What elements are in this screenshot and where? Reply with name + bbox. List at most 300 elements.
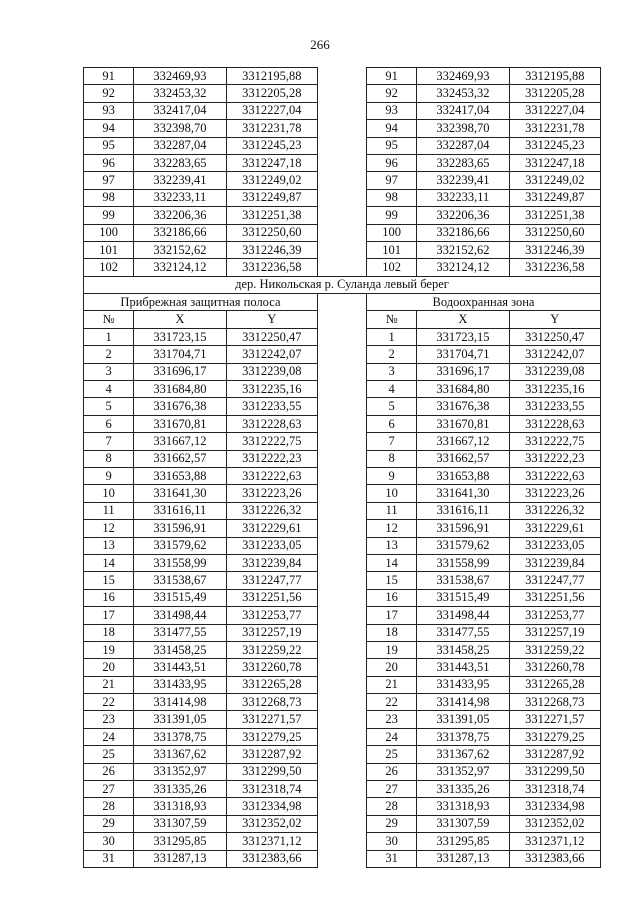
point-number-cell: 28 [367, 798, 417, 815]
column-gap [317, 381, 366, 398]
point-number-cell: 100 [84, 224, 134, 241]
table-row [84, 728, 601, 745]
x-coordinate-cell: 331653,88 [417, 467, 509, 484]
column-gap [317, 676, 366, 693]
point-number-cell: 31 [367, 850, 417, 867]
column-gap [317, 328, 366, 345]
x-coordinate-cell: 332152,62 [134, 241, 226, 258]
x-coordinate-cell: 332398,70 [417, 120, 509, 137]
y-coordinate-cell: 3312268,73 [509, 694, 600, 711]
column-gap [317, 102, 366, 119]
table-row [84, 607, 601, 624]
point-number-cell: 20 [367, 659, 417, 676]
x-coordinate-cell: 331352,97 [417, 763, 509, 780]
table-row [84, 363, 601, 380]
point-number-cell: 92 [367, 85, 417, 102]
y-coordinate-cell: 3312250,60 [509, 224, 600, 241]
column-gap [317, 433, 366, 450]
table-row [84, 102, 601, 119]
x-coordinate-cell: 331641,30 [417, 485, 509, 502]
number-header: № [84, 311, 134, 328]
x-coordinate-cell: 331307,59 [417, 815, 509, 832]
y-coordinate-cell: 3312334,98 [509, 798, 600, 815]
y-coordinate-cell: 3312227,04 [226, 102, 317, 119]
y-coordinate-cell: 3312279,25 [226, 728, 317, 745]
column-gap [317, 554, 366, 571]
table-row [84, 137, 601, 154]
point-number-cell: 17 [367, 607, 417, 624]
point-number-cell: 12 [367, 520, 417, 537]
section-title-row [84, 276, 601, 293]
column-gap [317, 641, 366, 658]
point-number-cell: 2 [84, 346, 134, 363]
table-row [84, 241, 601, 258]
x-header: X [417, 311, 509, 328]
x-coordinate-cell: 331477,55 [134, 624, 226, 641]
table-row [84, 68, 601, 85]
y-coordinate-cell: 3312236,58 [509, 259, 600, 276]
x-coordinate-cell: 331670,81 [134, 415, 226, 432]
y-coordinate-cell: 3312231,78 [226, 120, 317, 137]
y-coordinate-cell: 3312205,28 [509, 85, 600, 102]
x-coordinate-cell: 331391,05 [134, 711, 226, 728]
point-number-cell: 91 [367, 68, 417, 85]
y-coordinate-cell: 3312271,57 [509, 711, 600, 728]
x-coordinate-cell: 331498,44 [417, 607, 509, 624]
point-number-cell: 93 [84, 102, 134, 119]
point-number-cell: 98 [367, 189, 417, 206]
point-number-cell: 99 [367, 207, 417, 224]
y-coordinate-cell: 3312352,02 [226, 815, 317, 832]
column-gap [317, 746, 366, 763]
y-coordinate-cell: 3312222,75 [226, 433, 317, 450]
x-coordinate-cell: 331662,57 [417, 450, 509, 467]
point-number-cell: 5 [84, 398, 134, 415]
point-number-cell: 7 [84, 433, 134, 450]
x-coordinate-cell: 331391,05 [417, 711, 509, 728]
point-number-cell: 96 [84, 154, 134, 171]
y-coordinate-cell: 3312239,84 [226, 554, 317, 571]
column-gap [317, 659, 366, 676]
y-coordinate-cell: 3312371,12 [509, 833, 600, 850]
column-gap [317, 450, 366, 467]
y-coordinate-cell: 3312334,98 [226, 798, 317, 815]
x-coordinate-cell: 332206,36 [417, 207, 509, 224]
point-number-cell: 15 [84, 572, 134, 589]
column-gap [317, 711, 366, 728]
point-number-cell: 2 [367, 346, 417, 363]
column-gap [317, 346, 366, 363]
x-coordinate-cell: 331287,13 [417, 850, 509, 867]
x-coordinate-cell: 332186,66 [134, 224, 226, 241]
point-number-cell: 24 [84, 728, 134, 745]
point-number-cell: 14 [367, 554, 417, 571]
y-coordinate-cell: 3312228,63 [226, 415, 317, 432]
x-coordinate-cell: 332283,65 [417, 154, 509, 171]
y-coordinate-cell: 3312245,23 [226, 137, 317, 154]
table-row [84, 798, 601, 815]
column-gap [317, 207, 366, 224]
point-number-cell: 9 [367, 467, 417, 484]
y-coordinate-cell: 3312383,66 [226, 850, 317, 867]
y-coordinate-cell: 3312222,63 [509, 467, 600, 484]
point-number-cell: 1 [84, 328, 134, 345]
y-coordinate-cell: 3312268,73 [226, 694, 317, 711]
point-number-cell: 28 [84, 798, 134, 815]
y-coordinate-cell: 3312246,39 [509, 241, 600, 258]
x-coordinate-cell: 331653,88 [134, 467, 226, 484]
table-row [84, 641, 601, 658]
table-row [84, 172, 601, 189]
x-coordinate-cell: 332124,12 [134, 259, 226, 276]
point-number-cell: 10 [84, 485, 134, 502]
x-coordinate-cell: 331538,67 [134, 572, 226, 589]
column-gap [317, 68, 366, 85]
table-row [84, 554, 601, 571]
table-row [84, 207, 601, 224]
x-coordinate-cell: 332233,11 [417, 189, 509, 206]
point-number-cell: 94 [84, 120, 134, 137]
y-coordinate-cell: 3312247,18 [509, 154, 600, 171]
y-coordinate-cell: 3312235,16 [509, 381, 600, 398]
point-number-cell: 3 [367, 363, 417, 380]
x-coordinate-cell: 331414,98 [417, 694, 509, 711]
point-number-cell: 26 [84, 763, 134, 780]
point-number-cell: 23 [84, 711, 134, 728]
y-coordinate-cell: 3312249,02 [509, 172, 600, 189]
x-coordinate-cell: 332417,04 [417, 102, 509, 119]
x-coordinate-cell: 331676,38 [134, 398, 226, 415]
x-coordinate-cell: 331335,26 [134, 781, 226, 798]
table-row [84, 328, 601, 345]
x-coordinate-cell: 331458,25 [417, 641, 509, 658]
point-number-cell: 22 [367, 694, 417, 711]
table-row [84, 781, 601, 798]
table-row [84, 589, 601, 606]
point-number-cell: 26 [367, 763, 417, 780]
point-number-cell: 5 [367, 398, 417, 415]
table-row [84, 815, 601, 832]
y-coordinate-cell: 3312231,78 [509, 120, 600, 137]
x-coordinate-cell: 331667,12 [417, 433, 509, 450]
y-coordinate-cell: 3312229,61 [226, 520, 317, 537]
point-number-cell: 102 [367, 259, 417, 276]
point-number-cell: 7 [367, 433, 417, 450]
column-gap [317, 189, 366, 206]
column-gap [317, 172, 366, 189]
y-coordinate-cell: 3312246,39 [226, 241, 317, 258]
table-row [84, 763, 601, 780]
column-gap [317, 763, 366, 780]
y-coordinate-cell: 3312223,26 [226, 485, 317, 502]
x-coordinate-cell: 331616,11 [417, 502, 509, 519]
point-number-cell: 30 [84, 833, 134, 850]
table-row [84, 537, 601, 554]
table-row [84, 850, 601, 867]
y-coordinate-cell: 3312239,08 [226, 363, 317, 380]
table-row [84, 398, 601, 415]
x-coordinate-cell: 331579,62 [134, 537, 226, 554]
table-row [84, 224, 601, 241]
y-coordinate-cell: 3312249,87 [226, 189, 317, 206]
point-number-cell: 19 [84, 641, 134, 658]
point-number-cell: 95 [367, 137, 417, 154]
table-row [84, 189, 601, 206]
x-coordinate-cell: 331515,49 [134, 589, 226, 606]
point-number-cell: 21 [84, 676, 134, 693]
point-number-cell: 18 [367, 624, 417, 641]
x-coordinate-cell: 331367,62 [134, 746, 226, 763]
x-coordinate-cell: 332239,41 [417, 172, 509, 189]
y-coordinate-cell: 3312222,23 [226, 450, 317, 467]
x-coordinate-cell: 332206,36 [134, 207, 226, 224]
table-row [84, 572, 601, 589]
point-number-cell: 31 [84, 850, 134, 867]
x-coordinate-cell: 331723,15 [134, 328, 226, 345]
column-gap [317, 241, 366, 258]
point-number-cell: 101 [84, 241, 134, 258]
x-coordinate-cell: 331596,91 [417, 520, 509, 537]
y-coordinate-cell: 3312251,56 [226, 589, 317, 606]
x-coordinate-cell: 331667,12 [134, 433, 226, 450]
table-row [84, 746, 601, 763]
table-row [84, 624, 601, 641]
point-number-cell: 16 [367, 589, 417, 606]
x-coordinate-cell: 332283,65 [134, 154, 226, 171]
point-number-cell: 20 [84, 659, 134, 676]
y-coordinate-cell: 3312250,47 [509, 328, 600, 345]
column-gap [317, 294, 366, 311]
point-number-cell: 21 [367, 676, 417, 693]
point-number-cell: 16 [84, 589, 134, 606]
x-coordinate-cell: 331295,85 [417, 833, 509, 850]
y-coordinate-cell: 3312250,47 [226, 328, 317, 345]
x-coordinate-cell: 332239,41 [134, 172, 226, 189]
point-number-cell: 4 [84, 381, 134, 398]
table-row [84, 154, 601, 171]
point-number-cell: 13 [367, 537, 417, 554]
coordinates-table [83, 67, 601, 868]
y-coordinate-cell: 3312247,77 [509, 572, 600, 589]
point-number-cell: 100 [367, 224, 417, 241]
x-coordinate-cell: 331670,81 [417, 415, 509, 432]
column-gap [317, 850, 366, 867]
y-coordinate-cell: 3312271,57 [226, 711, 317, 728]
point-number-cell: 11 [367, 502, 417, 519]
x-coordinate-cell: 331676,38 [417, 398, 509, 415]
column-gap [317, 154, 366, 171]
table-row [84, 467, 601, 484]
table-row [84, 381, 601, 398]
column-gap [317, 259, 366, 276]
y-coordinate-cell: 3312318,74 [509, 781, 600, 798]
table-row [84, 502, 601, 519]
column-gap [317, 137, 366, 154]
x-coordinate-cell: 331641,30 [134, 485, 226, 502]
column-gap [317, 537, 366, 554]
y-coordinate-cell: 3312239,08 [509, 363, 600, 380]
x-coordinate-cell: 331287,13 [134, 850, 226, 867]
column-gap [317, 572, 366, 589]
y-coordinate-cell: 3312233,55 [509, 398, 600, 415]
x-coordinate-cell: 331433,95 [417, 676, 509, 693]
point-number-cell: 27 [367, 781, 417, 798]
column-gap [317, 798, 366, 815]
x-coordinate-cell: 332152,62 [417, 241, 509, 258]
y-coordinate-cell: 3312251,38 [226, 207, 317, 224]
point-number-cell: 1 [367, 328, 417, 345]
x-coordinate-cell: 332287,04 [417, 137, 509, 154]
x-coordinate-cell: 332417,04 [134, 102, 226, 119]
point-number-cell: 11 [84, 502, 134, 519]
y-coordinate-cell: 3312205,28 [226, 85, 317, 102]
y-coordinate-cell: 3312227,04 [509, 102, 600, 119]
column-gap [317, 694, 366, 711]
y-coordinate-cell: 3312287,92 [509, 746, 600, 763]
x-coordinate-cell: 331704,71 [417, 346, 509, 363]
y-header: Y [509, 311, 600, 328]
page-number: 266 [310, 37, 330, 52]
column-gap [317, 120, 366, 137]
point-number-cell: 92 [84, 85, 134, 102]
x-coordinate-cell: 331616,11 [134, 502, 226, 519]
point-number-cell: 19 [367, 641, 417, 658]
point-number-cell: 29 [367, 815, 417, 832]
x-coordinate-cell: 331684,80 [134, 381, 226, 398]
point-number-cell: 98 [84, 189, 134, 206]
point-number-cell: 15 [367, 572, 417, 589]
y-coordinate-cell: 3312251,56 [509, 589, 600, 606]
point-number-cell: 22 [84, 694, 134, 711]
x-coordinate-cell: 332287,04 [134, 137, 226, 154]
x-coordinate-cell: 331704,71 [134, 346, 226, 363]
point-number-cell: 12 [84, 520, 134, 537]
column-gap [317, 781, 366, 798]
y-header: Y [226, 311, 317, 328]
point-number-cell: 10 [367, 485, 417, 502]
point-number-cell: 8 [84, 450, 134, 467]
column-gap [317, 624, 366, 641]
x-coordinate-cell: 331477,55 [417, 624, 509, 641]
point-number-cell: 93 [367, 102, 417, 119]
table-row [84, 346, 601, 363]
header-row [84, 311, 601, 328]
x-coordinate-cell: 331596,91 [134, 520, 226, 537]
y-coordinate-cell: 3312249,87 [509, 189, 600, 206]
point-number-cell: 97 [84, 172, 134, 189]
x-coordinate-cell: 331558,99 [417, 554, 509, 571]
y-coordinate-cell: 3312233,05 [226, 537, 317, 554]
point-number-cell: 91 [84, 68, 134, 85]
y-coordinate-cell: 3312247,18 [226, 154, 317, 171]
x-coordinate-cell: 331558,99 [134, 554, 226, 571]
y-coordinate-cell: 3312260,78 [509, 659, 600, 676]
y-coordinate-cell: 3312226,32 [226, 502, 317, 519]
point-number-cell: 25 [84, 746, 134, 763]
column-gap [317, 833, 366, 850]
point-number-cell: 14 [84, 554, 134, 571]
point-number-cell: 6 [367, 415, 417, 432]
column-gap [317, 815, 366, 832]
x-coordinate-cell: 331307,59 [134, 815, 226, 832]
point-number-cell: 101 [367, 241, 417, 258]
y-coordinate-cell: 3312259,22 [226, 641, 317, 658]
y-coordinate-cell: 3312235,16 [226, 381, 317, 398]
point-number-cell: 97 [367, 172, 417, 189]
x-coordinate-cell: 331318,93 [134, 798, 226, 815]
y-coordinate-cell: 3312245,23 [509, 137, 600, 154]
x-coordinate-cell: 331515,49 [417, 589, 509, 606]
y-coordinate-cell: 3312239,84 [509, 554, 600, 571]
table-row [84, 520, 601, 537]
x-coordinate-cell: 332398,70 [134, 120, 226, 137]
water-protection-zone-title: Водоохранная зона [367, 294, 601, 311]
x-coordinate-cell: 332469,93 [134, 68, 226, 85]
x-coordinate-cell: 331378,75 [417, 728, 509, 745]
column-gap [317, 589, 366, 606]
y-coordinate-cell: 3312223,26 [509, 485, 600, 502]
y-coordinate-cell: 3312195,88 [226, 68, 317, 85]
point-number-cell: 3 [84, 363, 134, 380]
table-row [84, 259, 601, 276]
point-number-cell: 99 [84, 207, 134, 224]
table-row [84, 85, 601, 102]
x-coordinate-cell: 331538,67 [417, 572, 509, 589]
y-coordinate-cell: 3312222,63 [226, 467, 317, 484]
table-row [84, 415, 601, 432]
x-coordinate-cell: 331458,25 [134, 641, 226, 658]
table-row [84, 433, 601, 450]
table-row [84, 485, 601, 502]
column-gap [317, 85, 366, 102]
point-number-cell: 30 [367, 833, 417, 850]
y-coordinate-cell: 3312195,88 [509, 68, 600, 85]
x-coordinate-cell: 331696,17 [134, 363, 226, 380]
table-row [84, 833, 601, 850]
y-coordinate-cell: 3312249,02 [226, 172, 317, 189]
x-coordinate-cell: 331295,85 [134, 833, 226, 850]
column-gap [317, 607, 366, 624]
y-coordinate-cell: 3312228,63 [509, 415, 600, 432]
point-number-cell: 18 [84, 624, 134, 641]
x-coordinate-cell: 331684,80 [417, 381, 509, 398]
column-gap [317, 398, 366, 415]
section-title: дер. Никольская р. Суланда левый берег [84, 276, 601, 293]
y-coordinate-cell: 3312257,19 [509, 624, 600, 641]
y-coordinate-cell: 3312265,28 [226, 676, 317, 693]
column-gap [317, 224, 366, 241]
column-gap [317, 467, 366, 484]
x-coordinate-cell: 332453,32 [134, 85, 226, 102]
x-coordinate-cell: 332453,32 [417, 85, 509, 102]
y-coordinate-cell: 3312222,23 [509, 450, 600, 467]
point-number-cell: 6 [84, 415, 134, 432]
point-number-cell: 23 [367, 711, 417, 728]
number-header: № [367, 311, 417, 328]
x-coordinate-cell: 332124,12 [417, 259, 509, 276]
y-coordinate-cell: 3312318,74 [226, 781, 317, 798]
point-number-cell: 9 [84, 467, 134, 484]
x-coordinate-cell: 332469,93 [417, 68, 509, 85]
point-number-cell: 27 [84, 781, 134, 798]
y-coordinate-cell: 3312257,19 [226, 624, 317, 641]
point-number-cell: 95 [84, 137, 134, 154]
x-coordinate-cell: 331498,44 [134, 607, 226, 624]
x-coordinate-cell: 331696,17 [417, 363, 509, 380]
table-row [84, 120, 601, 137]
y-coordinate-cell: 3312233,55 [226, 398, 317, 415]
y-coordinate-cell: 3312233,05 [509, 537, 600, 554]
